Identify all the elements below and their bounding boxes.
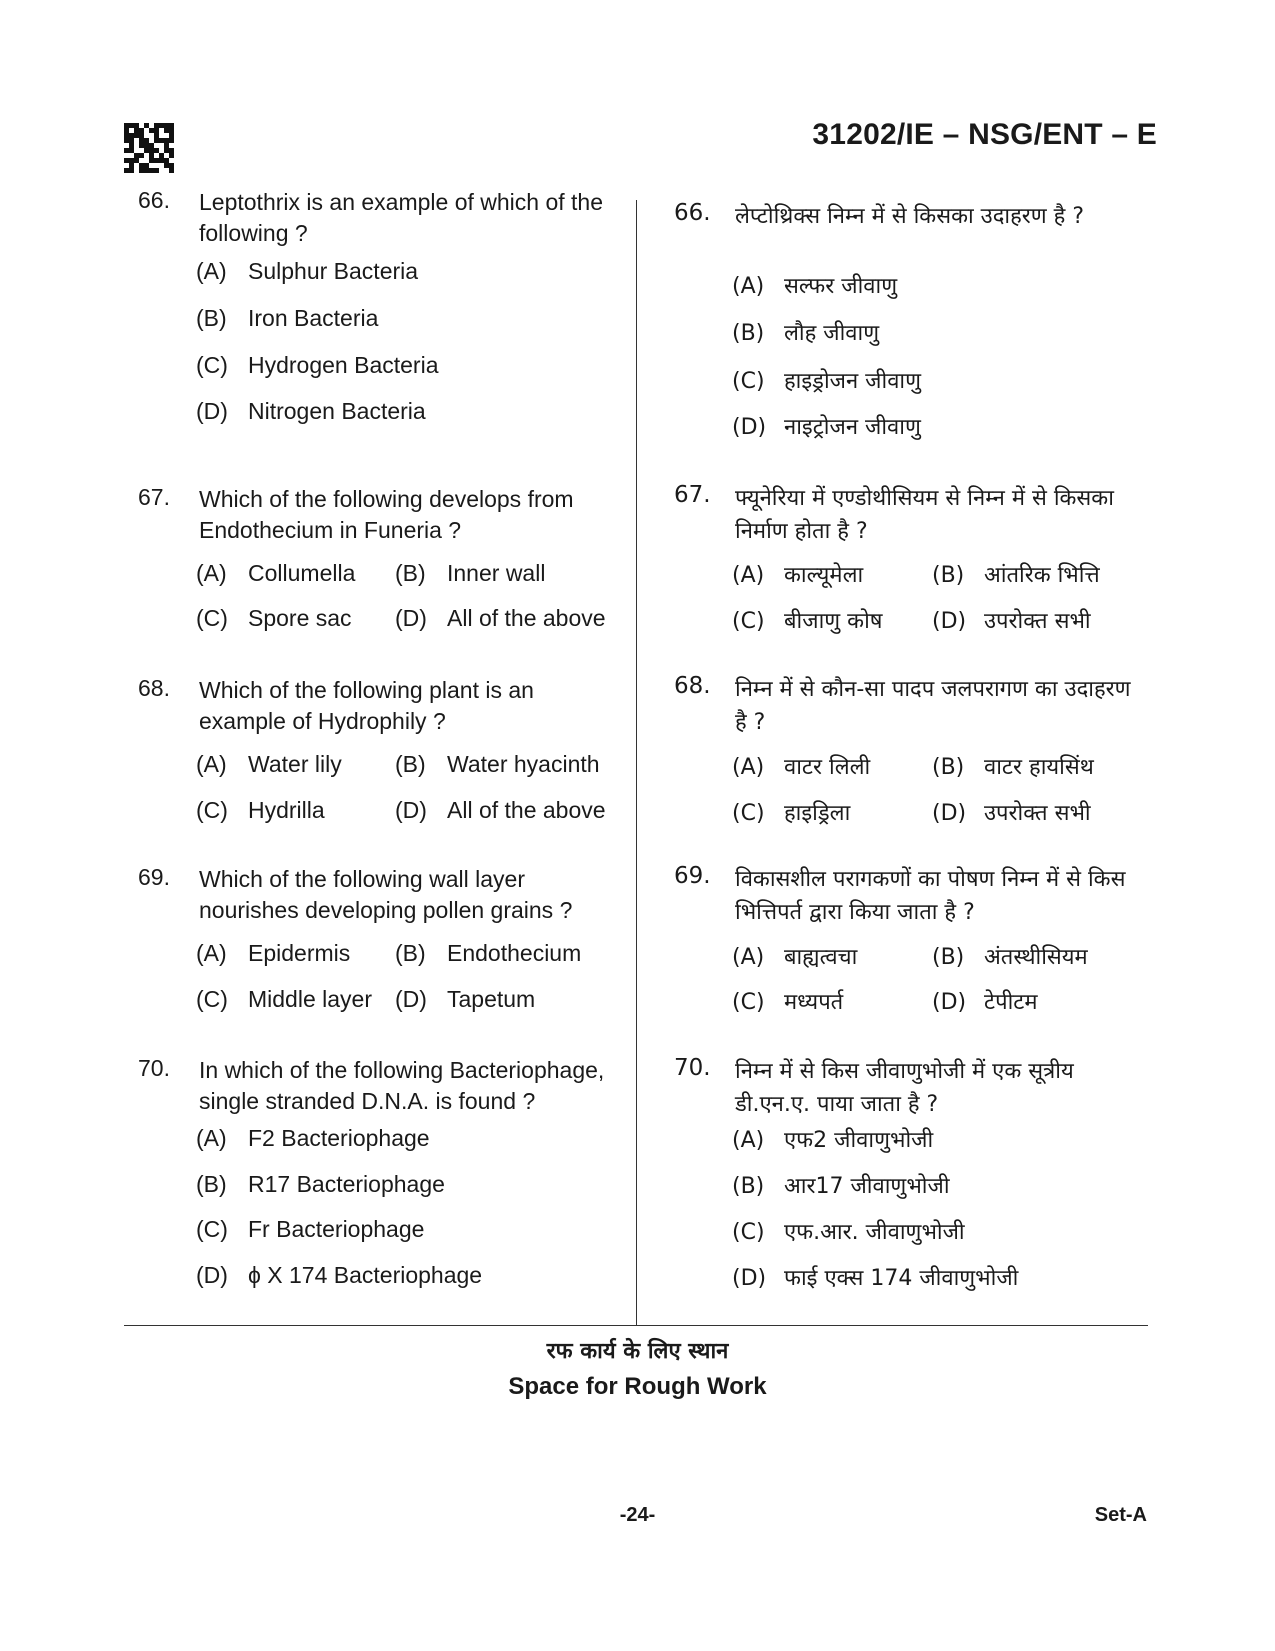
option-b: (B) अंतस्थीसियम: [932, 945, 1088, 970]
question-text: In which of the following Bacteriophage, single stranded D.N.A. is found ?: [199, 1057, 605, 1114]
question-number: 68.: [674, 673, 711, 699]
option-a: (A) एफ2 जीवाणुभोजी: [732, 1128, 934, 1153]
qr-code-icon: [124, 123, 174, 173]
option-d: (D) नाइट्रोजन जीवाणु: [732, 415, 921, 440]
question-text: फ्यूनेरिया में एण्डोथीसियम से निम्न में से किसका निर्माण होता है ?: [735, 486, 1114, 544]
set-label: Set-A: [1094, 1504, 1147, 1526]
option-b: (B) लौह जीवाणु: [732, 321, 880, 346]
option-c: (C) Hydrogen Bacteria: [196, 352, 439, 378]
paper-code: 31202/IE – NSG/ENT – E: [812, 118, 1157, 151]
option-b: (B) आर17 जीवाणुभोजी: [732, 1174, 950, 1199]
option-c: (C) बीजाणु कोष: [732, 609, 883, 634]
option-c: (C) हाइड्रिला: [732, 801, 851, 826]
question-text: Which of the following develops from Endothecium in Funeria ?: [199, 486, 574, 543]
question-text: लेप्टोथ्रिक्स निम्न में से किसका उदाहरण है ?: [735, 204, 1085, 229]
question-number: 69.: [674, 863, 711, 889]
question-text: निम्न में से कौन-सा पादप जलपरागण का उदाहरण है ?: [735, 677, 1131, 735]
option-d: (D) उपरोक्त सभी: [932, 609, 1091, 634]
rough-work-heading-hindi: रफ कार्य के लिए स्थान: [546, 1339, 729, 1364]
option-a: (A) Collumella: [196, 560, 356, 586]
option-c: (C) Fr Bacteriophage: [196, 1216, 425, 1242]
option-a: (A) Water lily: [196, 751, 342, 777]
question-text: Which of the following plant is an example of Hydrophily ?: [199, 677, 534, 734]
question-number: 70.: [674, 1055, 711, 1081]
option-d: (D) फाई एक्स 174 जीवाणुभोजी: [732, 1266, 1019, 1291]
rough-work-heading: Space for Rough Work: [508, 1373, 767, 1400]
question-text: Which of the following wall layer nourishes developing pollen grains ?: [199, 866, 573, 923]
question-number: 66.: [138, 187, 170, 213]
option-b: (B) R17 Bacteriophage: [196, 1171, 445, 1197]
option-c: (C) Middle layer: [196, 986, 372, 1012]
option-a: (A) F2 Bacteriophage: [196, 1125, 430, 1151]
option-b: (B) Water hyacinth: [395, 751, 600, 777]
question-number: 68.: [138, 675, 170, 701]
question-number: 67.: [674, 482, 711, 508]
option-d: (D) ϕ X 174 Bacteriophage: [196, 1262, 483, 1288]
option-c: (C) मध्यपर्त: [732, 990, 844, 1015]
question-number: 70.: [138, 1055, 170, 1081]
option-a: (A) Sulphur Bacteria: [196, 258, 419, 284]
option-d: (D) Tapetum: [395, 986, 536, 1012]
option-c: (C) एफ.आर. जीवाणुभोजी: [732, 1220, 965, 1245]
question-text: Leptothrix is an example of which of the following ?: [199, 189, 604, 246]
option-a: (A) Epidermis: [196, 940, 351, 966]
option-d: (D) All of the above: [395, 605, 606, 631]
column-divider: [636, 200, 637, 1326]
option-d: (D) Nitrogen Bacteria: [196, 398, 426, 424]
option-a: (A) बाह्यत्वचा: [732, 945, 858, 970]
option-c: (C) Spore sac: [196, 605, 352, 631]
question-text: निम्न में से किस जीवाणुभोजी में एक सूत्रीय डी.एन.ए. पाया जाता है ?: [735, 1059, 1074, 1117]
question-number: 69.: [138, 864, 170, 890]
option-c: (C) हाइड्रोजन जीवाणु: [732, 369, 922, 394]
option-c: (C) Hydrilla: [196, 797, 325, 823]
option-a: (A) काल्यूमेला: [732, 563, 864, 588]
option-b: (B) Iron Bacteria: [196, 305, 379, 331]
option-b: (B) वाटर हायसिंथ: [932, 755, 1094, 780]
question-number: 67.: [138, 484, 170, 510]
option-d: (D) टेपीटम: [932, 990, 1038, 1015]
option-b: (B) Endothecium: [395, 940, 582, 966]
option-b: (B) आंतरिक भित्ति: [932, 563, 1100, 588]
question-number: 66.: [674, 200, 711, 226]
option-b: (B) Inner wall: [395, 560, 546, 586]
footer-divider: [124, 1325, 1148, 1326]
page-number: -24-: [619, 1504, 656, 1526]
option-a: (A) वाटर लिली: [732, 755, 871, 780]
option-a: (A) सल्फर जीवाणु: [732, 274, 898, 299]
option-d: (D) All of the above: [395, 797, 606, 823]
question-text: विकासशील परागकणों का पोषण निम्न में से किस भित्तिपर्त द्वारा किया जाता है ?: [735, 867, 1126, 925]
option-d: (D) उपरोक्त सभी: [932, 801, 1091, 826]
